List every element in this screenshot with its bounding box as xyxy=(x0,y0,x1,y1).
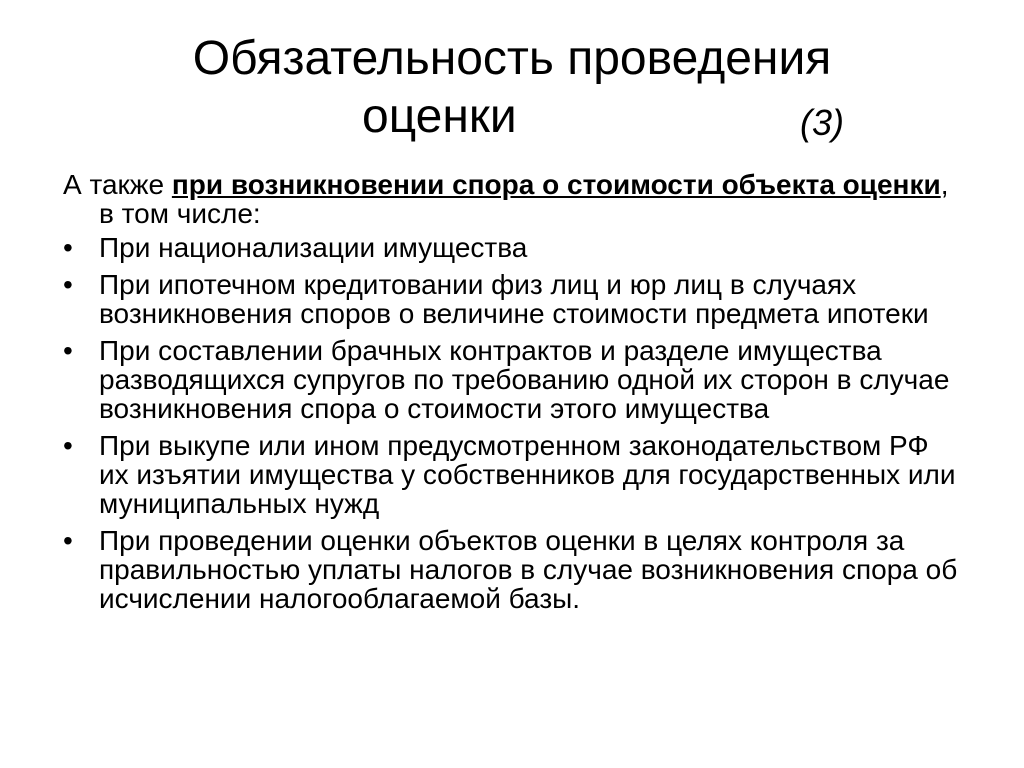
list-item xyxy=(63,233,963,262)
intro-emphasis: при возникновении спора о стоимости объекта оценки xyxy=(171,169,941,200)
slide-title xyxy=(0,30,1024,146)
title-line-2 xyxy=(0,88,1024,146)
list-item-text: При национализации имущества xyxy=(99,232,528,263)
list-item-text: При проведении оценки объектов оценки в целях контроля за правильностью уплаты налогов в случае возникновения спора об исчислении налогооблагаемой базы. xyxy=(99,525,958,614)
title-word: оценки xyxy=(362,90,517,143)
bullet-list xyxy=(63,233,963,613)
bullet-icon: • xyxy=(63,335,73,366)
bullet-icon: • xyxy=(63,269,73,300)
list-item xyxy=(63,270,963,328)
title-line-1: Обязательность проведения xyxy=(192,32,832,85)
list-item xyxy=(63,336,963,423)
intro-prefix: А также xyxy=(63,169,172,200)
list-item-text: При выкупе или ином предусмотренном законодательством РФ их изъятии имущества у собственников для государственных или муниципальных нужд xyxy=(99,430,956,519)
bullet-icon: • xyxy=(63,430,73,461)
intro-paragraph xyxy=(63,170,963,228)
bullet-icon: • xyxy=(63,232,73,263)
title-part-number: (3) xyxy=(800,102,844,143)
list-item-text: При ипотечном кредитовании физ лиц и юр лиц в случаях возникновения споров о величине стоимости предмета ипотеки xyxy=(99,269,929,329)
bullet-icon: • xyxy=(63,525,73,556)
list-item xyxy=(63,526,963,613)
list-item xyxy=(63,431,963,518)
slide-body xyxy=(63,170,963,621)
list-item-text: При составлении брачных контрактов и разделе имущества разводящихся супругов по требованию одной их сторон в случае возникновения спора о стоимости этого имущества xyxy=(99,335,950,424)
intro-suffix: , в том числе: xyxy=(99,169,949,229)
